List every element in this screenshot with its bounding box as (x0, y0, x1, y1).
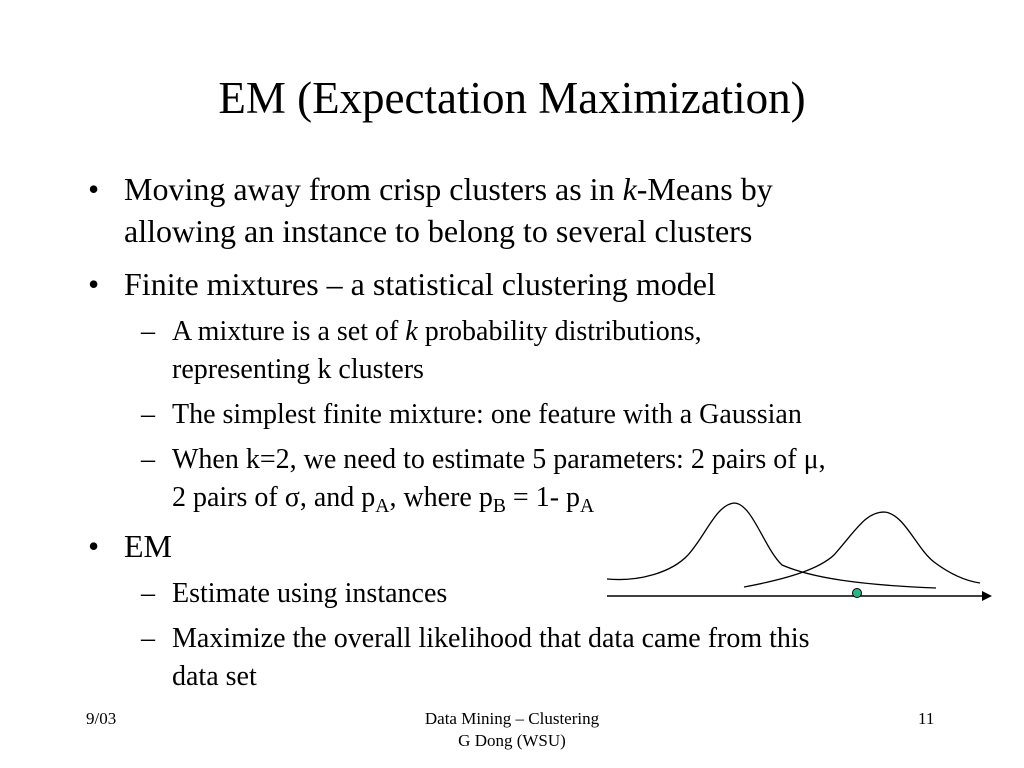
data-point (853, 589, 862, 598)
bullet-text: EM (124, 528, 172, 564)
footer-author: G Dong (WSU) (458, 731, 566, 750)
footer-date: 9/03 (86, 709, 117, 728)
bullet-line-2: allowing an instance to belong to several clusters (124, 213, 753, 249)
bullet-marker: • (88, 266, 100, 302)
footer-page-number: 11 (918, 709, 935, 728)
sub-bullet-text: The simplest finite mixture: one feature with a Gaussian (172, 399, 802, 430)
slide-title: EM (Expectation Maximization) (218, 73, 806, 123)
dash-marker: – (141, 623, 155, 654)
dash-marker: – (141, 399, 155, 430)
sub-bullet-line-1: Maximize the overall likelihood that data came from this (172, 623, 810, 654)
bullet-line-1: Moving away from crisp clusters as in k-Means by (124, 171, 773, 207)
sub-bullet-line-2: 2 pairs of σ, and $p_A$, where $p_B = 1-$ $p_A$ (172, 482, 595, 517)
dash-marker: – (141, 316, 155, 347)
sub-bullet-text: Estimate using instances (172, 578, 448, 609)
dash-marker: – (141, 578, 155, 609)
bullet-marker: • (88, 528, 100, 564)
footer-course (362, 708, 662, 752)
gaussian-curve-b (744, 512, 980, 587)
sub-bullet-line-1: When k=2, we need to estimate 5 parameters: 2 pairs of μ, (172, 444, 826, 475)
footer-course-title: Data Mining – Clustering (424, 709, 600, 728)
sub-bullet-line-2: data set (172, 661, 257, 692)
dash-marker: – (141, 444, 155, 475)
sub-bullet-line-2: representing k clusters (172, 354, 424, 385)
arrowhead-icon (982, 591, 992, 601)
bullet-marker: • (88, 171, 100, 207)
sub-bullet-line-1: A mixture is a set of k probability distributions, (172, 316, 702, 347)
bullet-text: Finite mixtures – a statistical clustering model (124, 266, 716, 302)
gaussian-curve-a (607, 503, 936, 588)
